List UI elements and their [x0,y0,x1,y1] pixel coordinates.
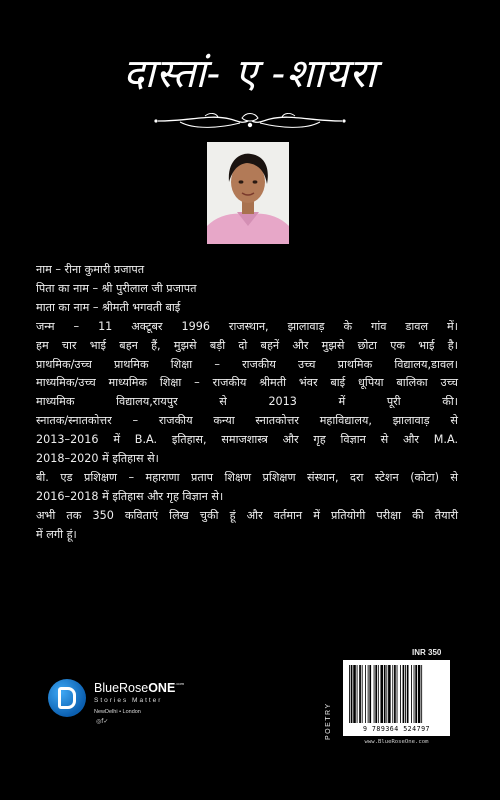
bio-line: हम चार भाई बहन हैं, मुझसे बड़ी दो बहनें और मुझसे छोटा एक भाई है। [36,338,458,352]
barcode-bar [380,665,383,723]
barcode-bar [357,665,358,723]
barcode-bar [365,665,366,723]
bio-line: बी. एड प्रशिक्षण – महाराणा प्रताप शिक्षण प्रशिक्षण संस्थान, दरा स्टेशन (कोटा) से [36,470,458,484]
barcode-bar [359,665,361,723]
bio-line: 2016–2018 में इतिहास और गृह विज्ञान से। [36,489,224,503]
bluerose-b-icon [48,679,86,717]
barcode-bar [407,665,409,723]
barcode-bar [368,665,369,723]
barcode-bar [386,665,387,723]
brand-one: ONE [148,681,176,695]
barcode-bar [384,665,386,723]
barcode-bar [411,665,412,723]
bio-line: माध्यमिक/उच्च माध्यमिक शिक्षा – राजकीय श्रीमती भंवर बाई धूपिया बालिका उच्च [36,376,458,390]
isbn-number: 9 789364 524797 [362,725,431,733]
ornament-divider-icon [150,110,350,132]
barcode-bar [400,665,401,723]
bio-line: 2013–2016 में B.A. इतिहास, समाजशास्त्र और गृह विज्ञान से और M.A. [36,433,458,447]
bio-line: नाम – रीना कुमारी प्रजापत [36,263,145,276]
bio-line: अभी तक 350 कविताएं लिख चुकी हूं और वर्तमान में प्रतियोगी परीक्षा की तैयारी [36,508,458,522]
barcode-bar [362,665,363,723]
barcode-bar [421,665,422,723]
barcode-bar [378,665,379,723]
barcode-bar [397,665,398,723]
price-label: INR 350 [412,648,442,657]
barcode-bar [414,665,415,723]
bio-line: में लगी हूं। [36,527,77,541]
publisher-locations: NewDelhi • London [94,709,141,715]
barcode-bar [405,665,406,723]
brand-main: BlueRose [94,681,149,695]
barcode-bar [418,665,421,723]
barcode-bar [369,665,371,723]
bio-line: पिता का नाम – श्री पुरीलाल जी प्रजापत [36,281,197,295]
genre-label: POETRY [325,702,332,740]
barcode-icon [349,665,444,723]
bio-line: माध्यमिक विद्यालय,रायपुर से 2013 में पूरी की। [36,395,458,409]
barcode-bar [392,665,393,723]
barcode-bar [394,665,396,723]
publisher-website: www.BlueRoseOne.com [364,739,429,745]
book-title: दास्तां- ए -शायरा [123,51,377,97]
publisher-brand [94,681,184,695]
author-photo [207,142,289,244]
barcode-bar [351,665,353,723]
barcode-bar [353,665,356,723]
publisher-tagline: Stories Matter [94,697,163,704]
bio-line: जन्म – 11 अक्टूबर 1996 राजस्थान, झालावाड़ के गांव डावल में। [36,319,458,333]
barcode-bar [388,665,391,723]
publisher-logo [48,676,238,726]
author-portrait-icon [207,142,289,244]
brand-suffix: .com [175,681,184,686]
barcode-bar [415,665,417,723]
barcode-bar [374,665,375,723]
isbn-barcode [343,660,450,736]
barcode-bar [375,665,377,723]
barcode-bar [403,665,405,723]
bio-line: 2018–2020 में इतिहास से। [36,452,159,466]
barcode-bar [349,665,350,723]
bio-line: प्राथमिक/उच्च प्राथमिक शिक्षा – राजकीय उच्च प्राथमिक विद्यालय,डावल। [36,357,458,371]
author-bio [36,261,458,545]
bio-line: स्नातक/स्नातकोत्तर – राजकीय कन्या स्नातकोत्तर महाविद्यालय, झालावाड़ से [36,414,458,428]
social-media-icon: ◎f✓ [96,718,109,725]
bio-line: माता का नाम – श्रीमती भगवती बाई [36,300,181,314]
